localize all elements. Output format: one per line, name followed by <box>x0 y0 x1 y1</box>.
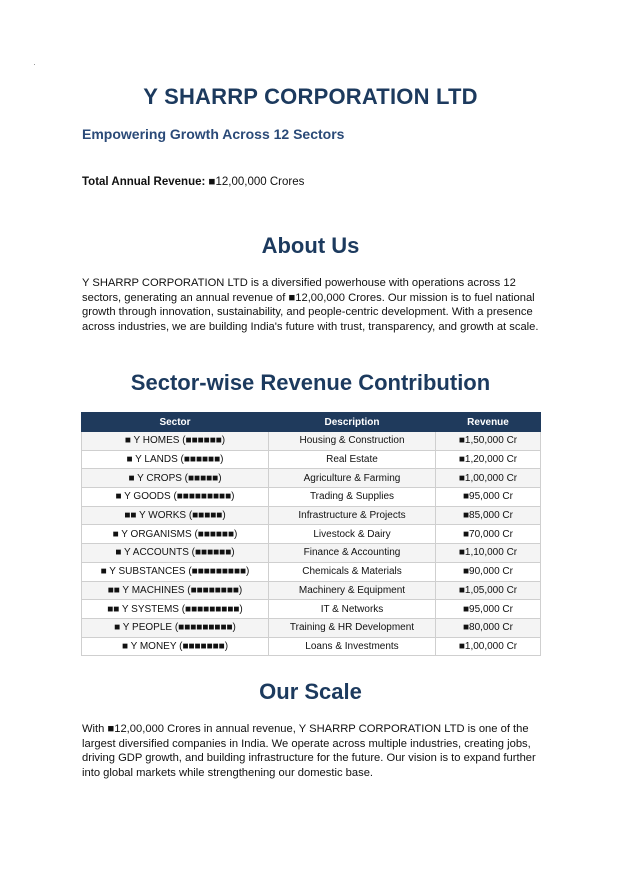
description-cell: Loans & Investments <box>269 637 436 656</box>
revenue-cell: ■70,000 Cr <box>436 525 541 544</box>
table-row <box>82 618 541 637</box>
description-cell: Chemicals & Materials <box>269 562 436 581</box>
total-revenue-line <box>82 176 304 188</box>
revenue-cell: ■1,20,000 Cr <box>436 450 541 469</box>
about-heading: About Us <box>261 233 360 258</box>
sector-cell: ■ Y LANDS (■■■■■■) <box>82 450 269 469</box>
scale-heading: Our Scale <box>259 679 362 704</box>
table-row <box>82 562 541 581</box>
sector-cell: ■ Y SUBSTANCES (■■■■■■■■■) <box>82 562 269 581</box>
column-header-description: Description <box>269 413 436 432</box>
revenue-cell: ■1,05,000 Cr <box>436 581 541 600</box>
revenue-cell: ■85,000 Cr <box>436 506 541 525</box>
sector-cell: ■ Y PEOPLE (■■■■■■■■■) <box>82 618 269 637</box>
sectors-heading: Sector-wise Revenue Contribution <box>130 370 491 395</box>
table-row <box>82 600 541 619</box>
sector-cell: ■ Y ORGANISMS (■■■■■■) <box>82 525 269 544</box>
table-row <box>82 506 541 525</box>
sector-cell: ■■ Y WORKS (■■■■■) <box>82 506 269 525</box>
description-cell: Housing & Construction <box>269 432 436 451</box>
description-cell: Livestock & Dairy <box>269 525 436 544</box>
company-subtitle: Empowering Growth Across 12 Sectors <box>82 126 345 142</box>
revenue-value: ■12,00,000 Crores <box>208 176 305 188</box>
table-header-row <box>82 413 541 432</box>
scan-speck <box>34 64 35 65</box>
description-cell: IT & Networks <box>269 600 436 619</box>
revenue-cell: ■90,000 Cr <box>436 562 541 581</box>
table-row <box>82 581 541 600</box>
table-row <box>82 525 541 544</box>
description-cell: Trading & Supplies <box>269 488 436 507</box>
column-header-sector: Sector <box>82 413 269 432</box>
sector-cell: ■ Y HOMES (■■■■■■) <box>82 432 269 451</box>
about-paragraph: Y SHARRP CORPORATION LTD is a diversified powerhouse with operations across 12 sectors, generating an annual revenue of ■12,00,000 Crores. Our mission is to fuel national growth through innovation, sustainability, and people-centric development. With a presence across industries, we are building India's future with trust, transparency, and growth at scale. <box>82 277 539 333</box>
sector-cell: ■ Y GOODS (■■■■■■■■■) <box>82 488 269 507</box>
description-cell: Finance & Accounting <box>269 544 436 563</box>
description-cell: Machinery & Equipment <box>269 581 436 600</box>
table-row <box>82 488 541 507</box>
revenue-cell: ■1,00,000 Cr <box>436 469 541 488</box>
sector-cell: ■■ Y MACHINES (■■■■■■■■) <box>82 581 269 600</box>
description-cell: Real Estate <box>269 450 436 469</box>
revenue-cell: ■1,50,000 Cr <box>436 432 541 451</box>
revenue-label: Total Annual Revenue: <box>82 176 206 188</box>
sector-cell: ■ Y CROPS (■■■■■) <box>82 469 269 488</box>
description-cell: Training & HR Development <box>269 618 436 637</box>
description-cell: Infrastructure & Projects <box>269 506 436 525</box>
table-row <box>82 544 541 563</box>
revenue-cell: ■1,00,000 Cr <box>436 637 541 656</box>
table-row <box>82 469 541 488</box>
table-row <box>82 432 541 451</box>
table-row <box>82 450 541 469</box>
column-header-revenue: Revenue <box>436 413 541 432</box>
revenue-cell: ■1,10,000 Cr <box>436 544 541 563</box>
sector-cell: ■■ Y SYSTEMS (■■■■■■■■■) <box>82 600 269 619</box>
table-row <box>82 637 541 656</box>
sector-revenue-table <box>81 412 541 656</box>
revenue-cell: ■95,000 Cr <box>436 600 541 619</box>
sector-cell: ■ Y MONEY (■■■■■■■) <box>82 637 269 656</box>
sector-cell: ■ Y ACCOUNTS (■■■■■■) <box>82 544 269 563</box>
description-cell: Agriculture & Farming <box>269 469 436 488</box>
revenue-cell: ■95,000 Cr <box>436 488 541 507</box>
company-title: Y SHARRP CORPORATION LTD <box>143 84 478 109</box>
scale-paragraph: With ■12,00,000 Crores in annual revenue, Y SHARRP CORPORATION LTD is one of the largest diversified companies in India. We operate across multiple industries, creating jobs, driving GDP growth, and building infrastructure for the future. Our vision is to expand further into global markets while strengthening our domestic base. <box>82 723 536 779</box>
revenue-cell: ■80,000 Cr <box>436 618 541 637</box>
